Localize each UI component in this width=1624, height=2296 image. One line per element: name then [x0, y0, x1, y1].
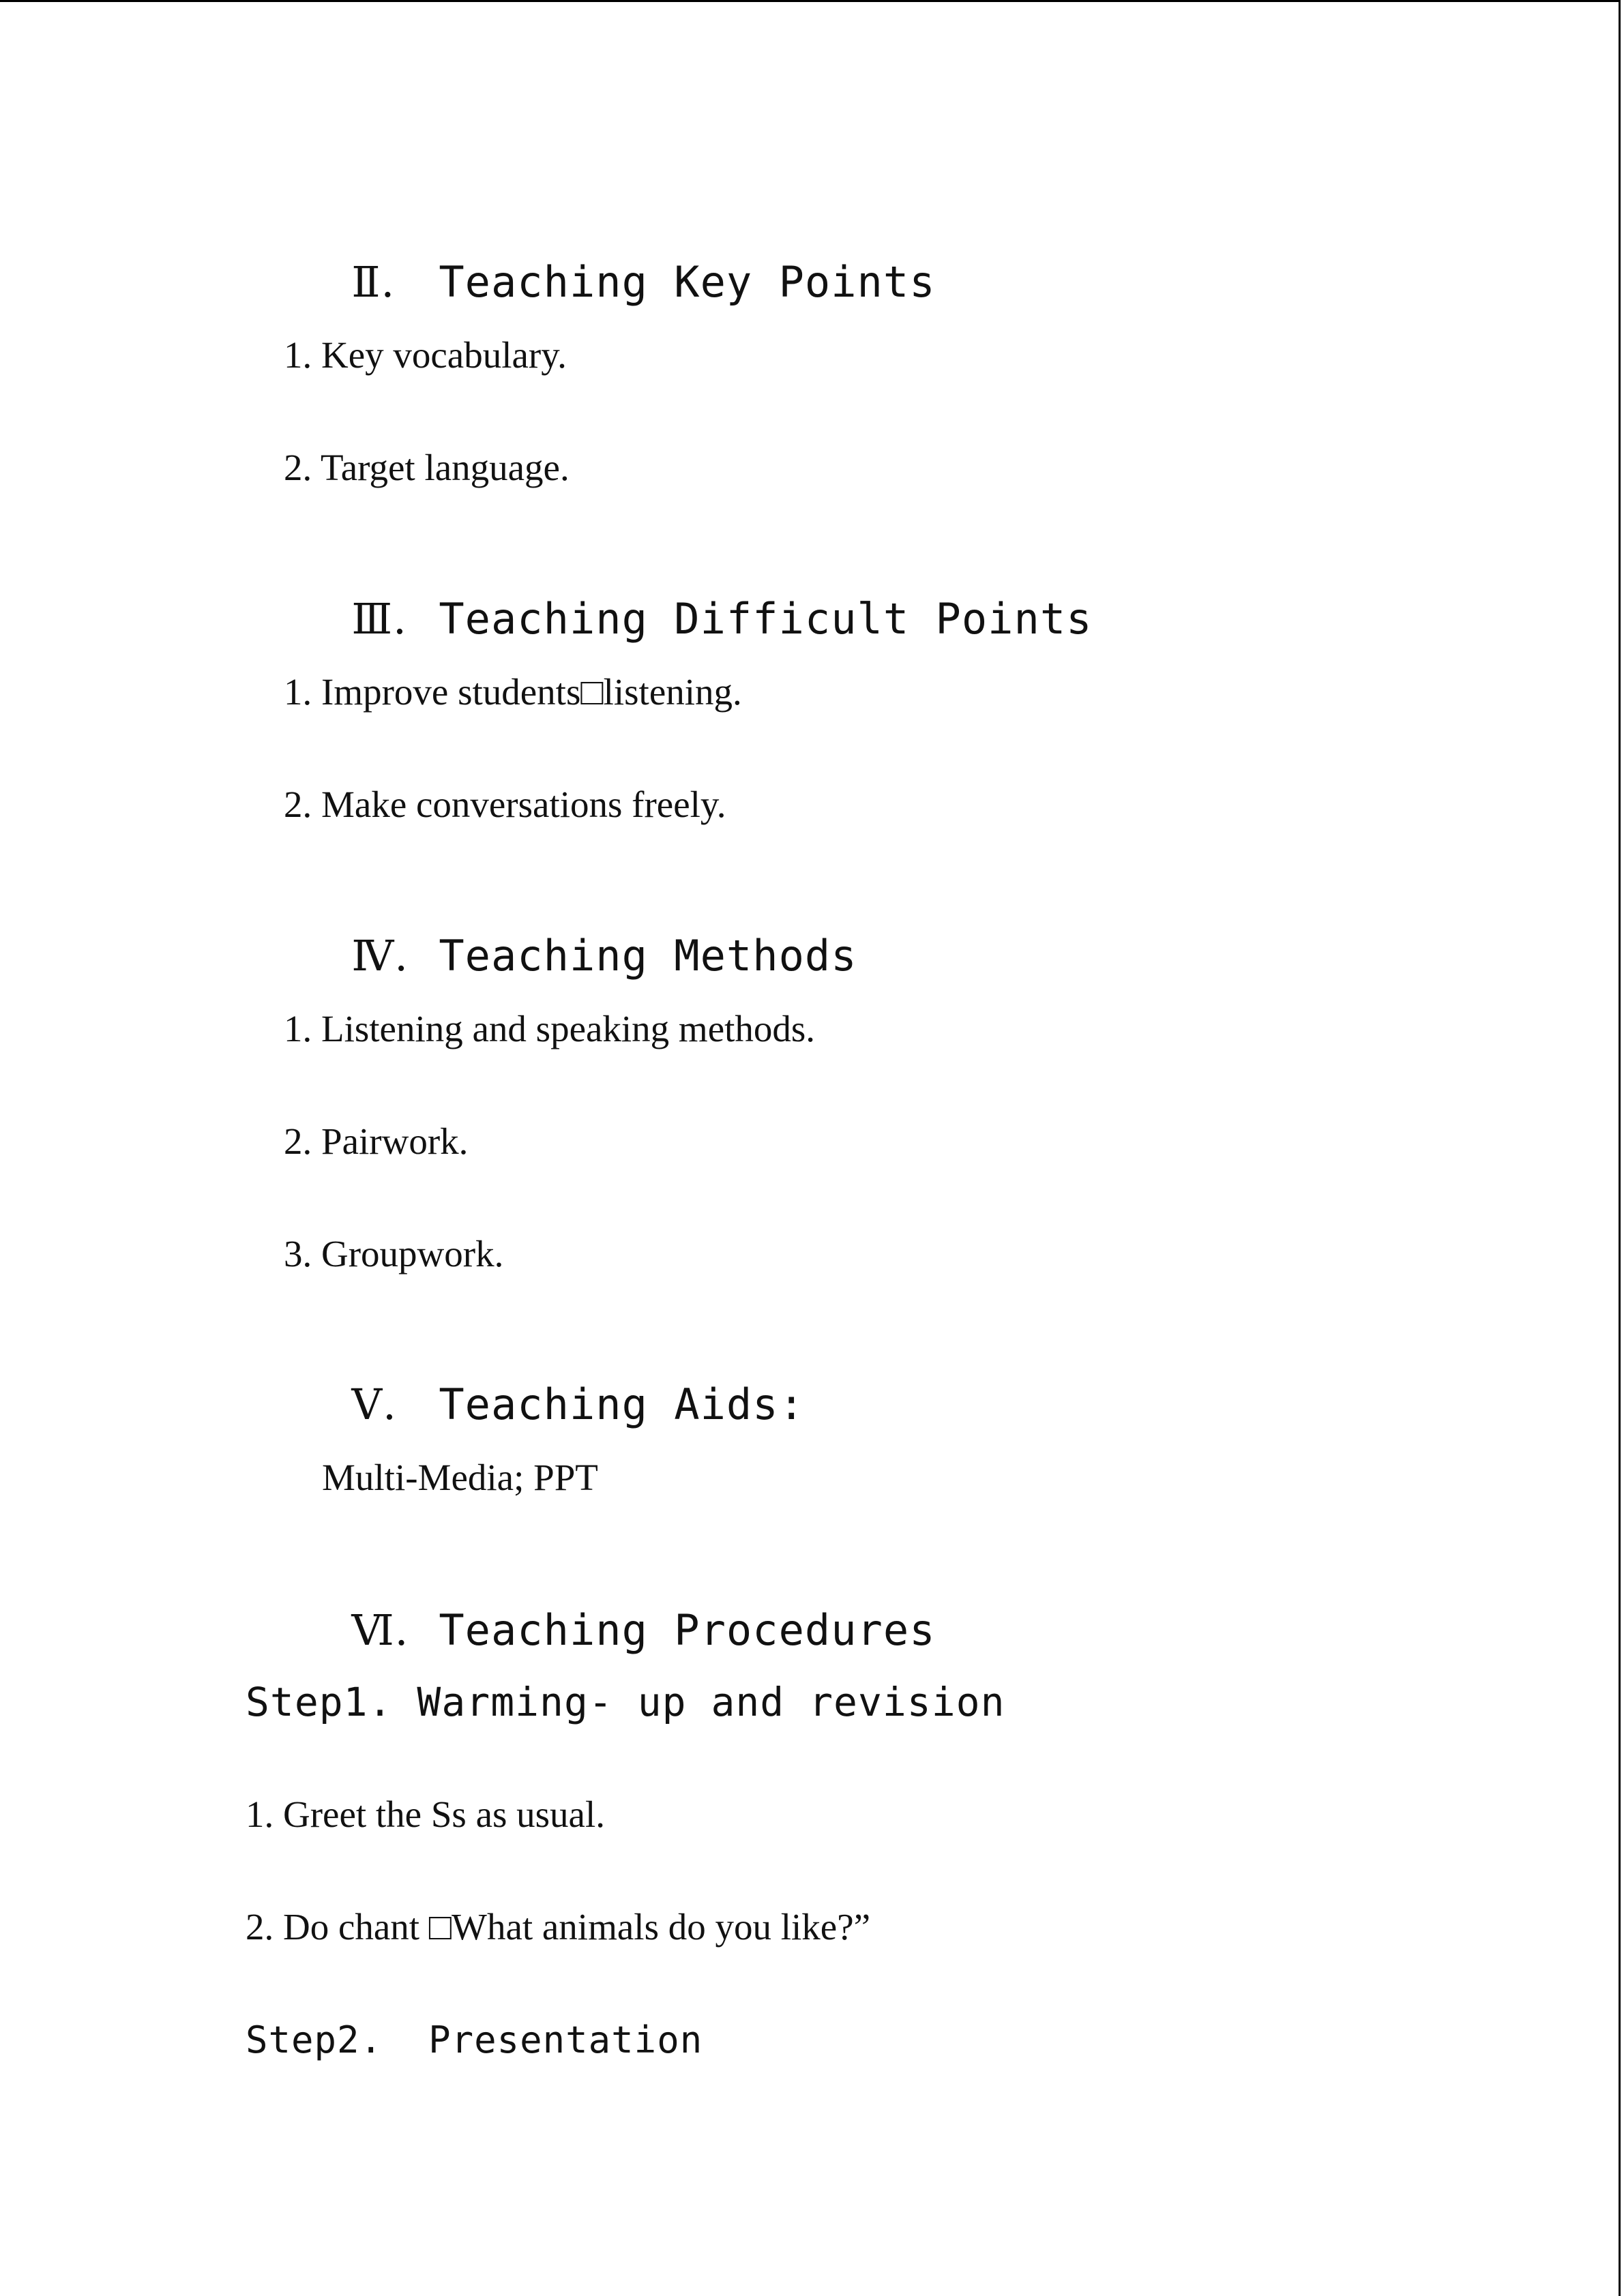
section-title: Teaching Key Points — [439, 257, 936, 307]
section-heading-aids — [247, 1341, 805, 1468]
list-item: 1. Greet the Ss as usual. — [246, 1793, 605, 1835]
section-title: Teaching Difficult Points — [439, 594, 1093, 644]
section-title: Teaching Aids: — [439, 1380, 805, 1429]
list-item: 2. Make conversations freely. — [284, 784, 726, 825]
section-numeral: Ⅲ. — [351, 594, 407, 644]
list-item: 2. Pairwork. — [284, 1120, 469, 1162]
section-title: Teaching Methods — [439, 931, 857, 981]
list-item: 1. Key vocabulary. — [284, 334, 567, 376]
section-heading-procedures — [247, 1567, 936, 1694]
section-numeral: Ⅴ. — [351, 1380, 397, 1429]
section-heading-methods — [247, 893, 857, 1019]
list-item: 1. Listening and speaking methods. — [284, 1008, 816, 1049]
section-numeral: Ⅱ. — [351, 257, 396, 307]
step2-heading: Step2. Presentation — [246, 2018, 703, 2061]
section-heading-difficult-points — [247, 556, 1093, 683]
section-numeral: Ⅵ. — [351, 1605, 409, 1655]
aids-text: Multi-Media; PPT — [322, 1457, 598, 1498]
list-item: 2. Do chant □What animals do you like?” — [246, 1906, 871, 1948]
section-heading-key-points — [247, 219, 936, 346]
step1-heading: Step1. Warming- up and revision — [246, 1679, 1005, 1725]
list-item: 1. Improve students□listening. — [284, 671, 742, 713]
list-item: 2. Target language. — [284, 447, 570, 488]
section-title: Teaching Procedures — [439, 1605, 936, 1655]
section-numeral: Ⅳ. — [351, 931, 409, 981]
list-item: 3. Groupwork. — [284, 1233, 504, 1274]
